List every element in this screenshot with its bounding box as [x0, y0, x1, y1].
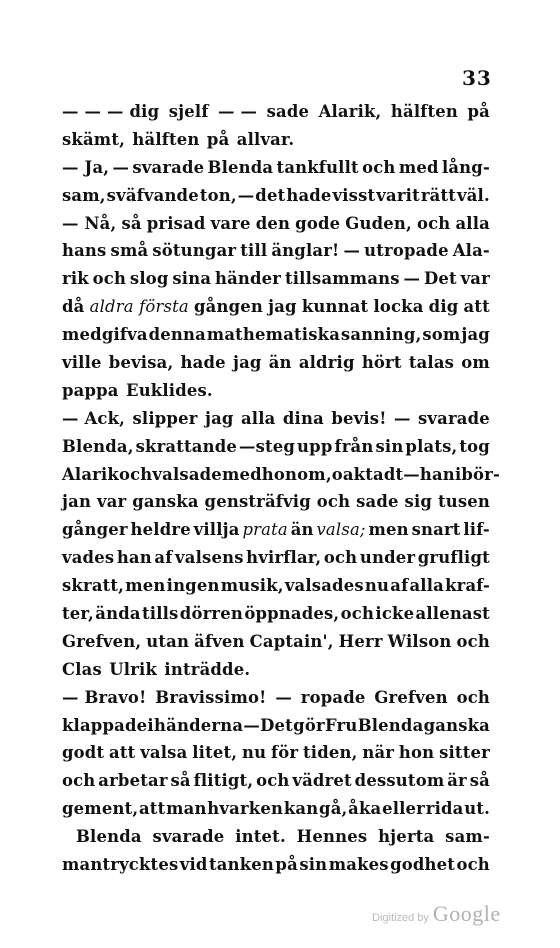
word: Guden,	[345, 213, 412, 233]
word: gå,	[319, 799, 348, 819]
word: skratt,	[62, 576, 125, 596]
text-line	[62, 572, 490, 600]
word: —	[112, 157, 130, 177]
word: —	[275, 687, 292, 707]
word: och	[118, 464, 153, 484]
word: gör	[293, 715, 325, 735]
word: Alarik	[62, 464, 119, 484]
italic-word: aldra första	[89, 297, 189, 317]
word: svarade	[132, 157, 205, 177]
word: svarade	[152, 827, 225, 847]
word: —	[237, 185, 255, 205]
word: så	[170, 771, 191, 791]
text-line	[62, 98, 490, 126]
word: Hennes	[296, 827, 368, 847]
word: godhet	[390, 855, 456, 875]
text-line	[62, 712, 490, 740]
word: —	[394, 408, 411, 428]
word: ropade	[300, 687, 366, 707]
word: händerna	[154, 715, 244, 735]
word: oaktadt	[331, 464, 404, 484]
text-line	[62, 433, 490, 461]
word: på	[467, 102, 490, 121]
word: som	[422, 325, 461, 345]
word: tillsammans	[284, 269, 400, 289]
word: rida	[425, 799, 464, 819]
word: Grefven	[374, 687, 448, 707]
word: slipper	[132, 408, 198, 428]
google-logo: Google	[432, 901, 501, 926]
word: snart	[411, 520, 461, 540]
word: var	[460, 269, 490, 289]
word: tills	[142, 604, 179, 624]
word: Alarik,	[318, 102, 382, 121]
word: på	[275, 855, 298, 875]
word: och	[456, 855, 490, 875]
text-line	[62, 684, 490, 712]
word: rätt	[420, 185, 457, 205]
word: icke	[375, 604, 415, 624]
word: ganska	[423, 715, 490, 735]
word: lång-	[441, 157, 490, 177]
word: valsade	[152, 464, 222, 484]
word: plats,	[405, 436, 458, 456]
word: ville	[62, 353, 102, 373]
word: hvarken	[207, 799, 284, 819]
word: hade	[180, 353, 226, 373]
word: han	[116, 548, 152, 568]
word: villja	[193, 520, 240, 540]
word: talas	[408, 353, 455, 373]
word: — Ja,	[62, 157, 110, 177]
word: händer	[214, 269, 282, 289]
word: under	[359, 548, 416, 568]
word: tusen	[437, 492, 490, 512]
word: sanning,	[340, 325, 422, 345]
word: hört	[361, 353, 402, 373]
word: sig	[404, 492, 433, 512]
text-line	[62, 628, 490, 656]
text-line	[62, 126, 490, 154]
word: mantrycktes	[62, 855, 179, 875]
word: upp	[297, 436, 333, 456]
word: godt	[62, 743, 105, 763]
word: ter,	[62, 604, 94, 624]
text-line	[62, 795, 490, 823]
word: gement,	[62, 799, 139, 819]
word: än	[290, 520, 314, 540]
word: utan	[146, 631, 190, 651]
word: och	[323, 548, 358, 568]
word: sina	[172, 269, 212, 289]
word: sade	[356, 492, 399, 512]
word: hans	[62, 241, 107, 261]
word: jag	[232, 353, 262, 373]
word: medgifva	[62, 325, 148, 345]
word: alla	[455, 213, 490, 233]
word: Ala-	[452, 241, 490, 261]
text-line	[62, 349, 490, 377]
word: äfven	[194, 631, 245, 651]
text-line	[62, 237, 490, 265]
word: dig	[428, 297, 459, 317]
word: inträdde.	[164, 659, 251, 679]
word: och	[62, 771, 96, 791]
word: sitter	[439, 743, 490, 763]
text-line	[62, 488, 490, 516]
word: mathematiska	[206, 325, 341, 345]
text-line	[62, 377, 490, 405]
italic-word: prata	[242, 520, 288, 540]
word: så	[469, 771, 490, 791]
word: kunnat	[301, 297, 369, 317]
word: små	[110, 241, 149, 261]
word: valsa	[140, 743, 188, 763]
word: Bravissimo!	[155, 687, 267, 707]
word: kan	[283, 799, 319, 819]
word: intet.	[235, 827, 286, 847]
word: varit	[376, 185, 420, 205]
word: han	[419, 464, 455, 484]
word: tanken	[209, 855, 275, 875]
word: musik,	[220, 576, 284, 596]
word: ganska	[132, 492, 199, 512]
word: sin	[375, 436, 404, 456]
word: men	[125, 576, 166, 596]
word: Clas	[62, 659, 102, 679]
text-line	[62, 823, 490, 851]
word: dörren	[179, 604, 244, 624]
word: dina	[282, 408, 324, 428]
word: och	[92, 269, 127, 289]
word: hvirflar,	[246, 548, 322, 568]
digitized-by-watermark	[372, 901, 501, 927]
word: nu	[364, 576, 390, 596]
word: och	[256, 771, 290, 791]
word: ton,	[199, 185, 237, 205]
word: från	[334, 436, 374, 456]
word: sötungar	[152, 241, 237, 261]
word: än	[268, 353, 292, 373]
word: — — — dig	[62, 102, 160, 121]
text-line	[62, 154, 490, 182]
word: rik	[62, 269, 89, 289]
word: väl.	[457, 185, 490, 205]
word: vades	[62, 548, 115, 568]
word: den	[255, 213, 291, 233]
word: hon	[398, 743, 435, 763]
word: eller	[382, 799, 426, 819]
word: dessutom	[354, 771, 445, 791]
word: Blenda	[357, 715, 424, 735]
word: då	[62, 297, 85, 317]
word: heldre	[130, 520, 191, 540]
word: af	[154, 548, 173, 568]
word: till	[240, 241, 268, 261]
word: sam-	[445, 827, 490, 847]
word: locka	[373, 297, 424, 317]
text-line	[62, 210, 490, 238]
word: jag	[461, 325, 490, 345]
word: vare	[210, 213, 251, 233]
word: och	[416, 213, 451, 233]
word: på	[206, 129, 230, 149]
italic-word: valsa;	[316, 520, 366, 540]
word: tiden,	[303, 743, 358, 763]
word: —	[243, 715, 260, 735]
digitized-by-label: Digitized by	[372, 912, 429, 924]
word: och	[456, 631, 490, 651]
word: grufligt	[417, 548, 490, 568]
word: att	[138, 799, 166, 819]
word: litet,	[192, 743, 238, 763]
text-line	[62, 600, 490, 628]
word: — Bravo!	[62, 687, 147, 707]
word: Blenda	[207, 157, 274, 177]
text-line	[62, 739, 490, 767]
word: hjerta	[378, 827, 435, 847]
word: gånger	[62, 520, 128, 540]
word: Captain',	[249, 631, 334, 651]
word: öppnades,	[244, 604, 340, 624]
word: sin	[299, 855, 328, 875]
word: och	[316, 492, 351, 512]
word: klappade	[62, 715, 148, 735]
word: sade	[266, 102, 310, 121]
word: ända	[95, 604, 141, 624]
word: denna	[148, 325, 206, 345]
word: allenast	[415, 604, 490, 624]
text-line	[62, 405, 490, 433]
word: för	[270, 743, 299, 763]
word: —	[403, 269, 421, 289]
word: jag	[268, 297, 297, 317]
word: bör-	[461, 464, 501, 484]
text-line	[62, 851, 490, 879]
word: prisad	[146, 213, 206, 233]
word: gången	[193, 297, 263, 317]
word: ut.	[464, 799, 490, 819]
word: tog	[459, 436, 490, 456]
text-line	[62, 321, 490, 349]
word: visst	[332, 185, 376, 205]
word: valsens	[175, 548, 244, 568]
word: lif-	[463, 520, 490, 540]
word: flitigt,	[193, 771, 254, 791]
word: tankfullt	[276, 157, 359, 177]
word: vid	[179, 855, 208, 875]
word: allvar.	[236, 129, 295, 149]
word: om	[461, 353, 490, 373]
word: arbetar	[98, 771, 168, 791]
word: Herr	[338, 631, 383, 651]
word: och	[362, 157, 396, 177]
word: och	[340, 604, 375, 624]
word: Wilson	[387, 631, 452, 651]
word: jan	[62, 492, 92, 512]
text-line	[62, 293, 490, 321]
word: att	[109, 743, 136, 763]
body-text	[62, 98, 501, 879]
word: Blenda,	[62, 436, 134, 456]
text-line	[62, 182, 490, 210]
word: vädret	[292, 771, 352, 791]
word: — Nå,	[62, 213, 117, 233]
word: och	[456, 687, 490, 707]
word: Fru	[324, 715, 358, 735]
word: sam,	[62, 185, 106, 205]
word: hälften	[132, 129, 200, 149]
word: nu	[241, 743, 267, 763]
word: alla	[240, 408, 276, 428]
word: —steg	[238, 436, 296, 456]
word: honom,	[261, 464, 332, 484]
text-line	[62, 516, 490, 544]
text-line	[62, 544, 490, 572]
word: Euklides.	[126, 380, 213, 400]
word: svarade	[418, 408, 490, 428]
word: alla	[409, 576, 444, 596]
word: Blenda	[76, 827, 142, 847]
word: hälften	[390, 102, 459, 121]
word: utropade	[364, 241, 449, 261]
word: bevis!	[331, 408, 387, 428]
word: Grefven,	[62, 631, 142, 651]
word: Ulrik	[109, 659, 158, 679]
word: jag	[204, 408, 234, 428]
word: —	[403, 464, 420, 484]
word: pappa	[62, 380, 119, 400]
word: man	[166, 799, 207, 819]
word: i	[454, 464, 462, 484]
word: Det	[260, 715, 293, 735]
word: sväfvande	[106, 185, 199, 205]
text-line	[62, 461, 501, 489]
word: så	[121, 213, 142, 233]
word: — Ack,	[62, 408, 126, 428]
word: — —	[218, 102, 258, 121]
word: är	[447, 771, 467, 791]
word: slog	[129, 269, 169, 289]
word: hade	[286, 185, 332, 205]
word: änglar!	[271, 241, 340, 261]
word: aldrig	[298, 353, 355, 373]
word: Det	[423, 269, 457, 289]
word: skämt,	[62, 129, 126, 149]
word: i	[147, 715, 154, 735]
word: ingen	[166, 576, 220, 596]
word: —	[343, 241, 361, 261]
word: gode	[295, 213, 341, 233]
word: när	[362, 743, 395, 763]
text-line	[62, 767, 490, 795]
word: det	[255, 185, 286, 205]
word: sjelf	[168, 102, 209, 121]
word: att	[463, 297, 490, 317]
text-line	[62, 656, 490, 684]
word: makes	[328, 855, 389, 875]
page-number: 33	[462, 66, 492, 90]
word: men	[368, 520, 409, 540]
word: med	[398, 157, 439, 177]
word: valsades	[284, 576, 364, 596]
word: bevisa,	[108, 353, 174, 373]
word: skrattande	[135, 436, 238, 456]
text-line	[62, 265, 490, 293]
word: af	[390, 576, 409, 596]
word: var	[96, 492, 127, 512]
word: kraf-	[445, 576, 490, 596]
word: gensträfvig	[204, 492, 311, 512]
word: åka	[348, 799, 382, 819]
word: med	[221, 464, 262, 484]
